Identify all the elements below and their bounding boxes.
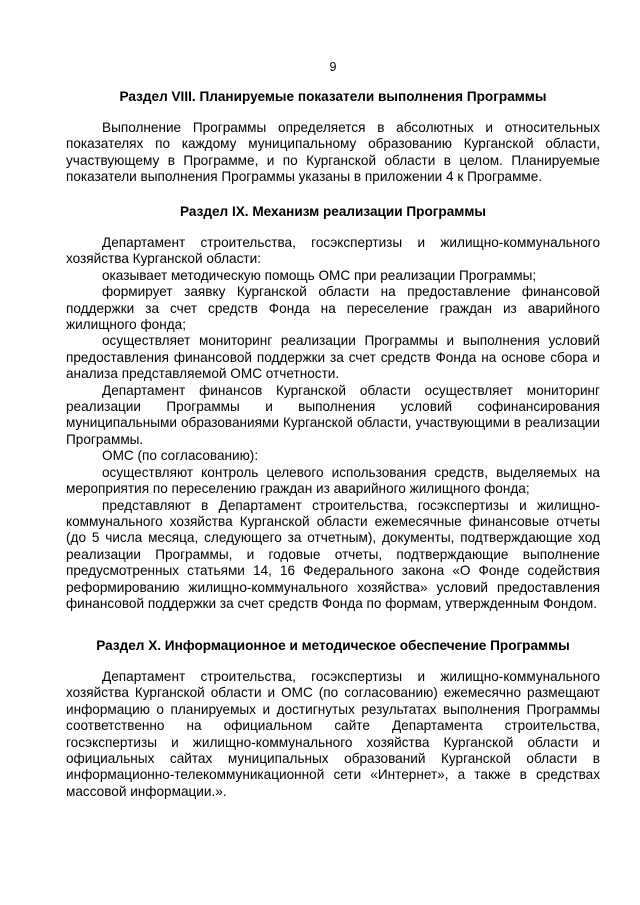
page-number: 9: [329, 60, 337, 74]
section-9-title: Раздел IX. Механизм реализации Программы: [179, 204, 487, 219]
paragraph: ОМС (по согласованию):: [102, 448, 259, 464]
section-9-body: [66, 235, 600, 612]
paragraph: осуществляет мониторинг реализации Программы и выполнения условий предоставления финансовой поддержки за счет средств Фонда на основе сбора и анализа представляемой ОМС отчетности.: [66, 333, 600, 382]
paragraph: Выполнение Программы определяется в абсолютных и относительных показателях по каждому муниципальному образованию Курганской области, участвующему в Программе, и по Курганской области в целом. Планируемые показатели выполнения Программы указаны в приложении 4 к Программе.: [66, 120, 600, 185]
paragraph: Департамент строительства, госэкспертизы и жилищно-коммунального хозяйства Курганской области:: [66, 235, 600, 267]
paragraph: представляют в Департамент строительства, госэкспертизы и жилищно-коммунального хозяйства Курганской области ежемесячные финансовые отчеты (до 5 числа месяца, следующего за отчетным), документы, подтверждающие ход реализации Программы, и годовые отчеты, подтверждающие выполнение предусмотренных статьями 14, 16 Федерального закона «О Фонде содействия реформированию жилищно-коммунального хозяйства» условий предоставления финансовой поддержки за счет средств Фонда по формам, утвержденным Фондом.: [66, 497, 600, 611]
section-10-title: Раздел X. Информационное и методическое обеспечение Программы: [96, 638, 570, 653]
paragraph: Департамент строительства, госэкспертизы и жилищно-коммунального хозяйства Курганской области и ОМС (по согласованию) ежемесячно размещают информацию о планируемых и достигнутых результатах выполнения Программы соответственно на официальном сайте Департамента строительства, госэкспертизы и жилищно-коммунального хозяйства Курганской области и официальных сайтах муниципальных образований Курганской области в информационно-телекоммуникационной сети «Интернет», а также в средствах массовой информации.».: [66, 669, 600, 799]
section-8-body: [66, 120, 600, 186]
paragraph: оказывает методическую помощь ОМС при реализации Программы;: [102, 267, 537, 283]
paragraph: формирует заявку Курганской области на предоставление финансовой поддержки за счет средств Фонда на переселение граждан из аварийного жилищного фонда;: [66, 284, 600, 333]
section-8-title: Раздел VIII. Планируемые показатели выполнения Программы: [119, 89, 547, 104]
paragraph: Департамент финансов Курганской области осуществляет мониторинг реализации Программы и выполнения условий софинансирования муниципальными образованиями Курганской области, участвующими в реализации Программы.: [66, 382, 600, 447]
paragraph: осуществляют контроль целевого использования средств, выделяемых на мероприятия по переселению граждан из аварийного жилищного фонда;: [66, 464, 600, 497]
section-10-body: [66, 669, 600, 800]
